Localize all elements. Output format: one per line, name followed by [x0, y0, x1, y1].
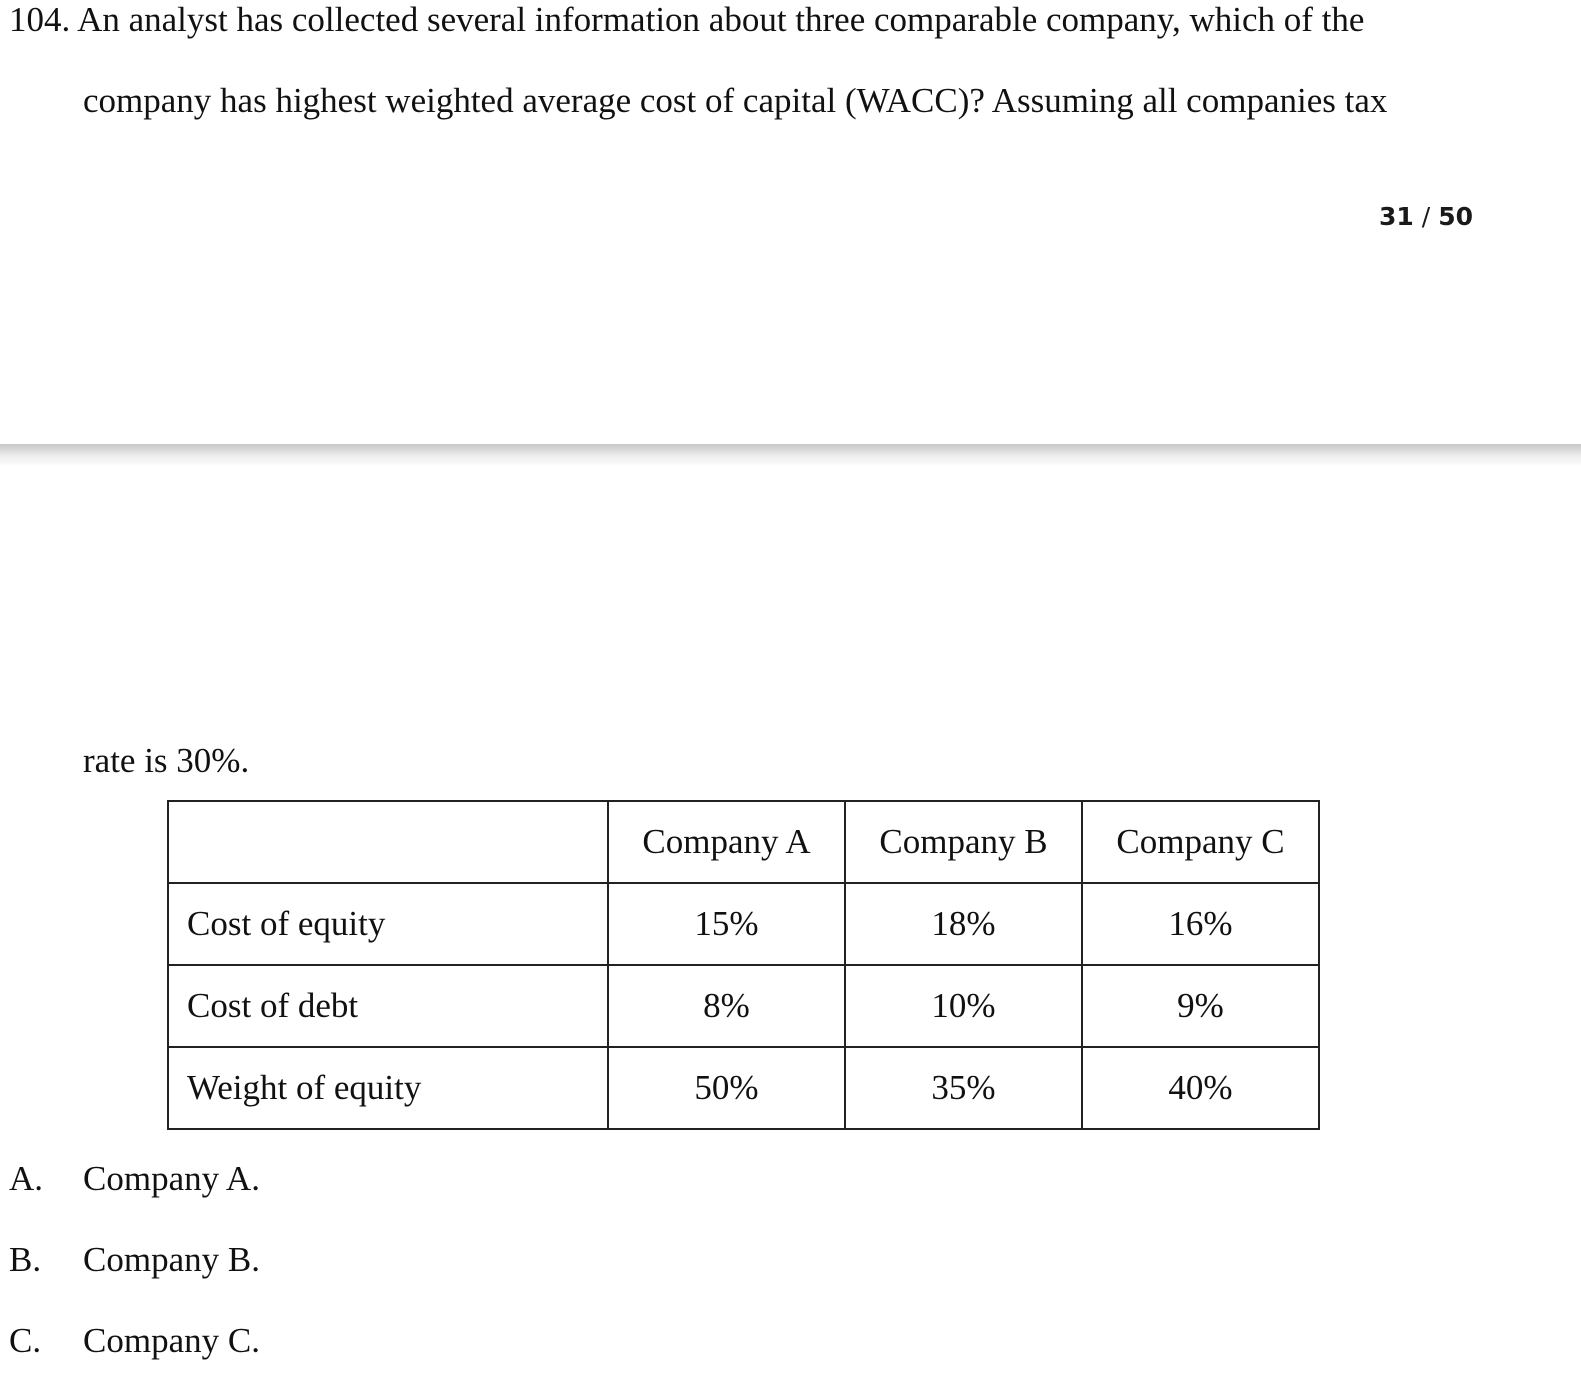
page-total: 50 — [1438, 202, 1473, 231]
option-letter: A. — [9, 1159, 44, 1198]
table-header-cell: Company A — [608, 801, 845, 883]
page-current: 31 — [1378, 202, 1414, 231]
table-cell: 8% — [608, 965, 845, 1047]
table-cell: 50% — [608, 1047, 845, 1129]
table-row — [168, 965, 1319, 1047]
table-row — [168, 1047, 1319, 1129]
question-text-line-3: rate is 30%. — [83, 741, 250, 780]
company-data-table — [167, 800, 1320, 1130]
option-letter: B. — [9, 1240, 42, 1279]
row-label: Cost of equity — [168, 883, 608, 965]
page-counter — [1379, 201, 1473, 233]
question-text-line-1: 104. An analyst has collected several information about three comparable company, which of the — [9, 0, 1365, 39]
table-row — [168, 883, 1319, 965]
table-cell: 35% — [845, 1047, 1082, 1129]
answer-option-a[interactable] — [9, 1159, 260, 1199]
answer-option-c[interactable] — [9, 1321, 260, 1361]
option-text: Company A. — [83, 1159, 260, 1198]
table-header-cell: Company C — [1082, 801, 1319, 883]
page-separator: / — [1421, 202, 1431, 231]
table-cell: 16% — [1082, 883, 1319, 965]
row-label: Weight of equity — [168, 1047, 608, 1129]
page-break-divider — [0, 444, 1581, 466]
question-text-line-2: company has highest weighted average cost of capital (WACC)? Assuming all companies tax — [83, 81, 1388, 120]
table-cell: 40% — [1082, 1047, 1319, 1129]
table-cell: 15% — [608, 883, 845, 965]
row-label: Cost of debt — [168, 965, 608, 1047]
option-letter: C. — [9, 1321, 42, 1360]
table-cell: 18% — [845, 883, 1082, 965]
option-text: Company B. — [83, 1240, 260, 1279]
option-text: Company C. — [83, 1321, 260, 1360]
table-cell: 10% — [845, 965, 1082, 1047]
table-header-cell — [168, 801, 608, 883]
table-cell: 9% — [1082, 965, 1319, 1047]
table-header-row — [168, 801, 1319, 883]
table-header-cell: Company B — [845, 801, 1082, 883]
answer-option-b[interactable] — [9, 1240, 260, 1280]
